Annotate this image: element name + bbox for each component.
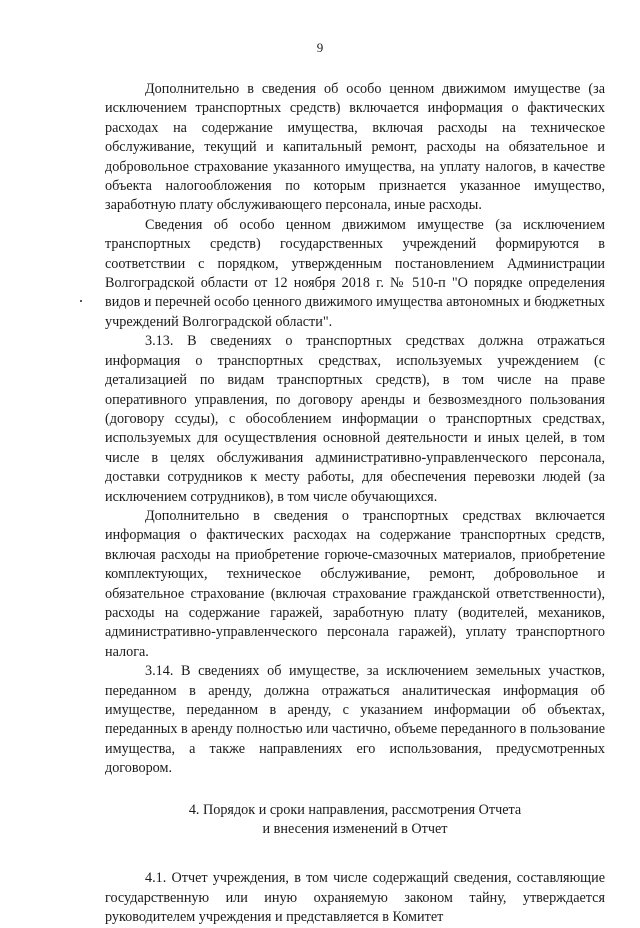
- paragraph-3-13-vehicles: 3.13. В сведениях о транспортных средствах должна отражаться информация о транспортных средствах, используемых учреждением (с детализацией по видам транспортных средств), в том числе на праве оперативного управления, по договору аренды и безвозмездного пользования (договору ссуды), с обособлением информации о транспортных средствах, используемых для осуществления основной деятельности и иных целей, в том числе в целях обслуживания административно-управленческого персонала, доставки сотрудников к месту работы, для обеспечения перевозки людей (за исключением сотрудников), в том числе обучающихся.: [105, 333, 605, 505]
- page-number: 9: [316, 40, 324, 55]
- section-heading-line-1: 4. Порядок и сроки направления, рассмотрения Отчета: [188, 801, 522, 818]
- paragraph-4-1-report: 4.1. Отчет учреждения, в том числе содержащий сведения, составляющие государственную или иную охраняемую законом тайну, утверждается руководителем учреждения и представляется в Комитет: [105, 870, 605, 926]
- paragraph-movable-property-procedure: Сведения об особо ценном движимом имуществе (за исключением транспортных средств) государственных учреждений формируются в соответствии с порядком, утвержденным постановлением Администрации Волгоградской области от 12 ноября 2018 г. № 510-п "О порядке определения видов и перечней особо ценного движимого имущества автономных и бюджетных учреждений Волгоградской области".: [105, 216, 605, 330]
- paragraph-movable-property-expenses: Дополнительно в сведения об особо ценном движимом имуществе (за исключением транспортных средств) включается информация о фактических расходах на содержание имущества, включая расходы на техническое обслуживание, текущий и капитальный ремонт, расходы на обязательное и добровольное страхование указанного имущества, на уплату налогов, в качестве объекта налогообложения по которым признается указанное имущество, заработную плату обслуживающего персонала, иные расходы.: [105, 81, 605, 214]
- scan-mark: [80, 300, 82, 302]
- document-body: [105, 80, 605, 928]
- section-heading: [105, 801, 605, 840]
- paragraph-3-14-leased-property: 3.14. В сведениях об имуществе, за исключением земельных участков, переданном в аренду, должна отражаться аналитическая информация об имуществе, переданном в аренду, с указанием информации об объектах, переданных в аренду полностью или частично, объеме переданного в пользование имущества, а также направлениях его использования, предусмотренных договором.: [105, 663, 605, 777]
- section-heading-line-2: и внесения изменений в Отчет: [262, 821, 448, 838]
- paragraph-vehicle-expenses: Дополнительно в сведения о транспортных средствах включается информация о фактических расходах на содержание транспортных средств, включая расходы на приобретение горюче-смазочных материалов, приобретение комплектующих, техническое обслуживание, ремонт, добровольное и обязательное страхование (включая страхование гражданской ответственности), расходы на содержание гаражей, заработную плату (водителей, механиков, административно-управленческого персонала гаражей), уплату транспортного налога.: [105, 507, 605, 660]
